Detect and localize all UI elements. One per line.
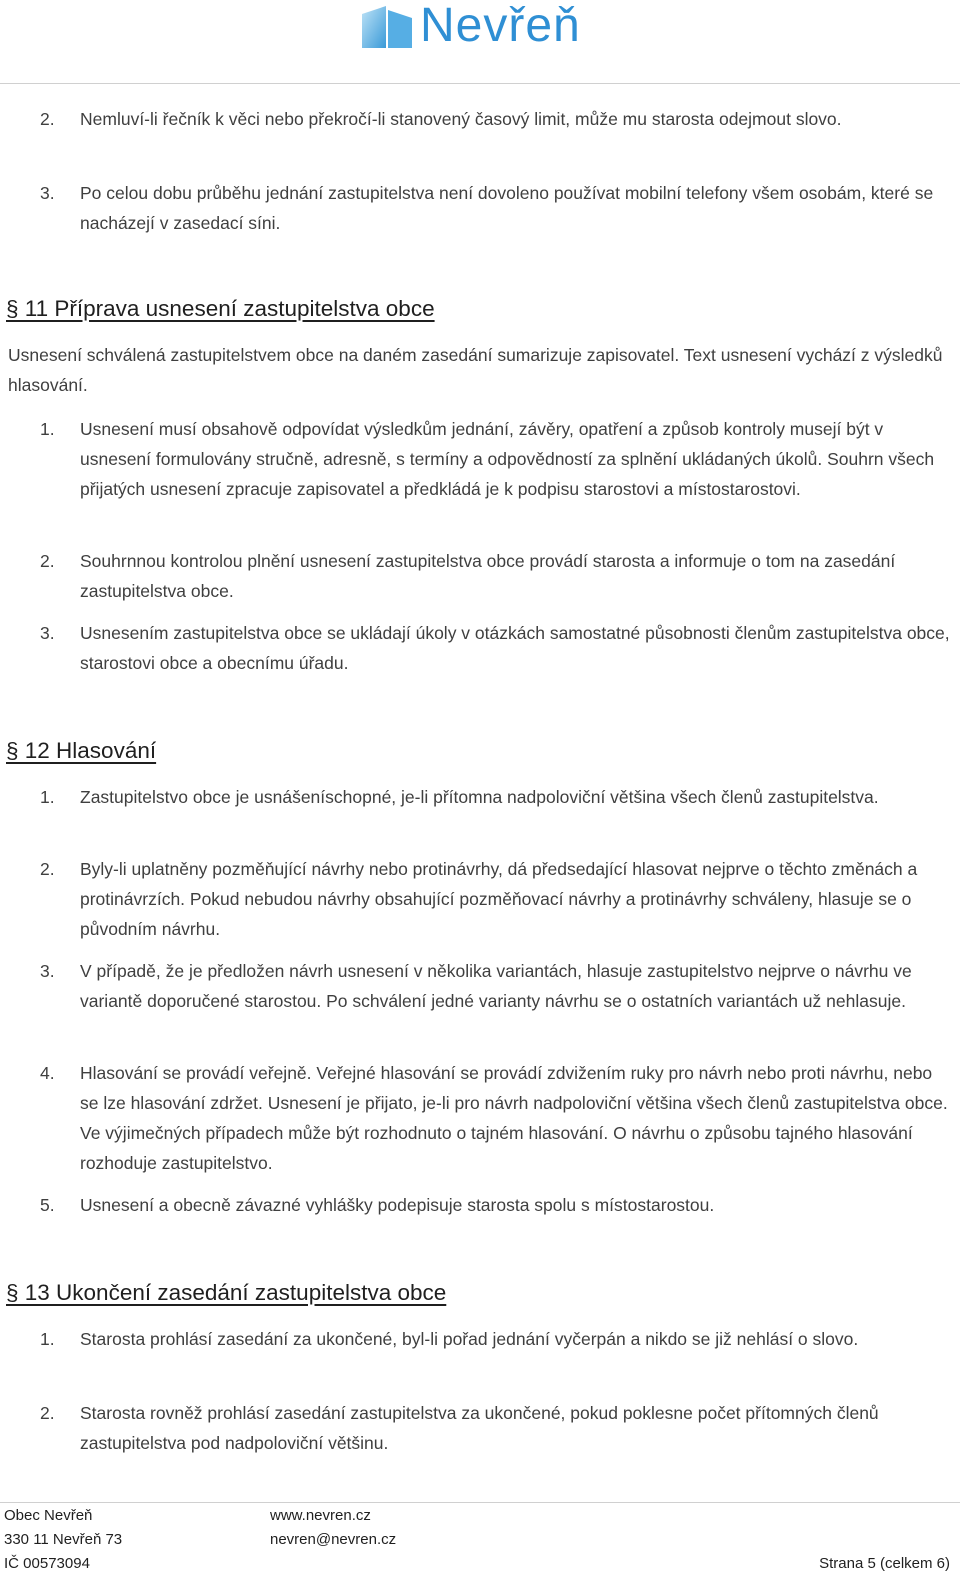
footer-address: 330 11 Nevřeň 73: [4, 1531, 123, 1548]
logo-mark-icon: [358, 4, 416, 50]
page-header: [0, 0, 960, 84]
list-number: 4.: [40, 1063, 55, 1083]
section-heading: § 12 Hlasování: [6, 738, 157, 763]
logo-text: Nevřeň: [420, 0, 581, 52]
footer-email-link[interactable]: nevren@nevren.cz: [270, 1531, 397, 1548]
section-heading: § 11 Příprava usnesení zastupitelstva obce: [6, 296, 435, 321]
list-text: V případě, že je předložen návrh usnesení v několika variantách, hlasuje zastupitelstvo nejprve o návrhu ve variantě doporučené starostou. Po schválení jedné varianty návrhu se o ostatních variantách už nehlasuje.: [80, 961, 912, 1011]
section-intro: Usnesení schválená zastupitelstvem obce na daném zasedání sumarizuje zapisovatel. Text usnesení vychází z výsledků hlasování.: [8, 345, 943, 395]
list-text: Usnesením zastupitelstva obce se ukládají úkoly v otázkách samostatné působnosti členům zastupitelstva obce, starostovi obce a obecnímu úřadu.: [80, 623, 950, 673]
logo: [358, 0, 598, 56]
list-number: 3.: [40, 623, 55, 643]
list-text: Starosta prohlásí zasedání za ukončené, byl-li pořad jednání vyčerpán a nikdo se již nehlásí o slovo.: [80, 1329, 859, 1349]
footer-org: Obec Nevřeň: [4, 1507, 93, 1524]
list-text: Souhrnnou kontrolou plnění usnesení zastupitelstva obce provádí starosta a informuje o tom na zasedání zastupitelstva obce.: [80, 551, 896, 601]
list-text: Po celou dobu průběhu jednání zastupitelstva není dovoleno používat mobilní telefony všem osobám, které se nacházejí v zasedací síni.: [80, 183, 934, 233]
footer-ic: IČ 00573094: [4, 1555, 90, 1572]
page-footer: [0, 1500, 960, 1582]
section-heading: § 13 Ukončení zasedání zastupitelstva obce: [6, 1280, 447, 1305]
list-text: Starosta rovněž prohlásí zasedání zastupitelstva za ukončené, pokud poklesne počet přítomných členů zastupitelstva pod nadpoloviční většinu.: [80, 1403, 879, 1453]
list-number: 5.: [40, 1195, 55, 1215]
header-divider: [0, 83, 960, 84]
list-text: Hlasování se provádí veřejně. Veřejné hlasování se provádí zdvižením ruky pro návrh nebo proti návrhu, nebo se lze hlasování zdržet. Usnesení je přijato, je-li pro návrh nadpoloviční většina všech členů zastupitelstva obce. Ve výjimečných případech může být rozhodnuto o tajném hlasování. O návrhu o způsobu tajného hlasování rozhoduje zastupitelstvo.: [80, 1063, 948, 1173]
list-text: Byly-li uplatněny pozměňující návrhy nebo protinávrhy, dá předsedající hlasovat nejprve o těchto změnách a protinávrzích. Pokud nebudou návrhy obsahující pozměňovací návrhy a protinávrhy schváleny, hlasuje se o původním návrhu.: [80, 859, 918, 939]
list-text: Usnesení musí obsahově odpovídat výsledkům jednání, závěry, opatření a způsob kontroly musejí být v usnesení formulovány stručně, adresně, s termíny a odpovědností za splnění ukládaných úkolů. Souhrn všech přijatých usnesení zpracuje zapisovatel a předkládá je k podpisu starostovi a místostarostovi.: [80, 419, 935, 499]
list-number: 2.: [40, 1403, 55, 1423]
list-number: 1.: [40, 787, 55, 807]
list-number: 3.: [40, 961, 55, 981]
list-text: Usnesení a obecně závazné vyhlášky podepisuje starosta spolu s místostarostou.: [80, 1195, 715, 1215]
list-text: Zastupitelstvo obce je usnášeníschopné, je-li přítomna nadpoloviční většina všech členů zastupitelstva.: [80, 787, 879, 807]
page-number: Strana 5 (celkem 6): [819, 1555, 950, 1572]
list-number: 2.: [40, 551, 55, 571]
list-text: Nemluví-li řečník k věci nebo překročí-li stanovený časový limit, může mu starosta odejmout slovo.: [80, 109, 842, 129]
list-number: 3.: [40, 183, 55, 203]
list-number: 1.: [40, 419, 55, 439]
list-number: 2.: [40, 109, 55, 129]
footer-web-link[interactable]: www.nevren.cz: [270, 1507, 371, 1524]
list-number: 2.: [40, 859, 55, 879]
list-number: 1.: [40, 1329, 55, 1349]
footer-divider: [0, 1502, 960, 1503]
